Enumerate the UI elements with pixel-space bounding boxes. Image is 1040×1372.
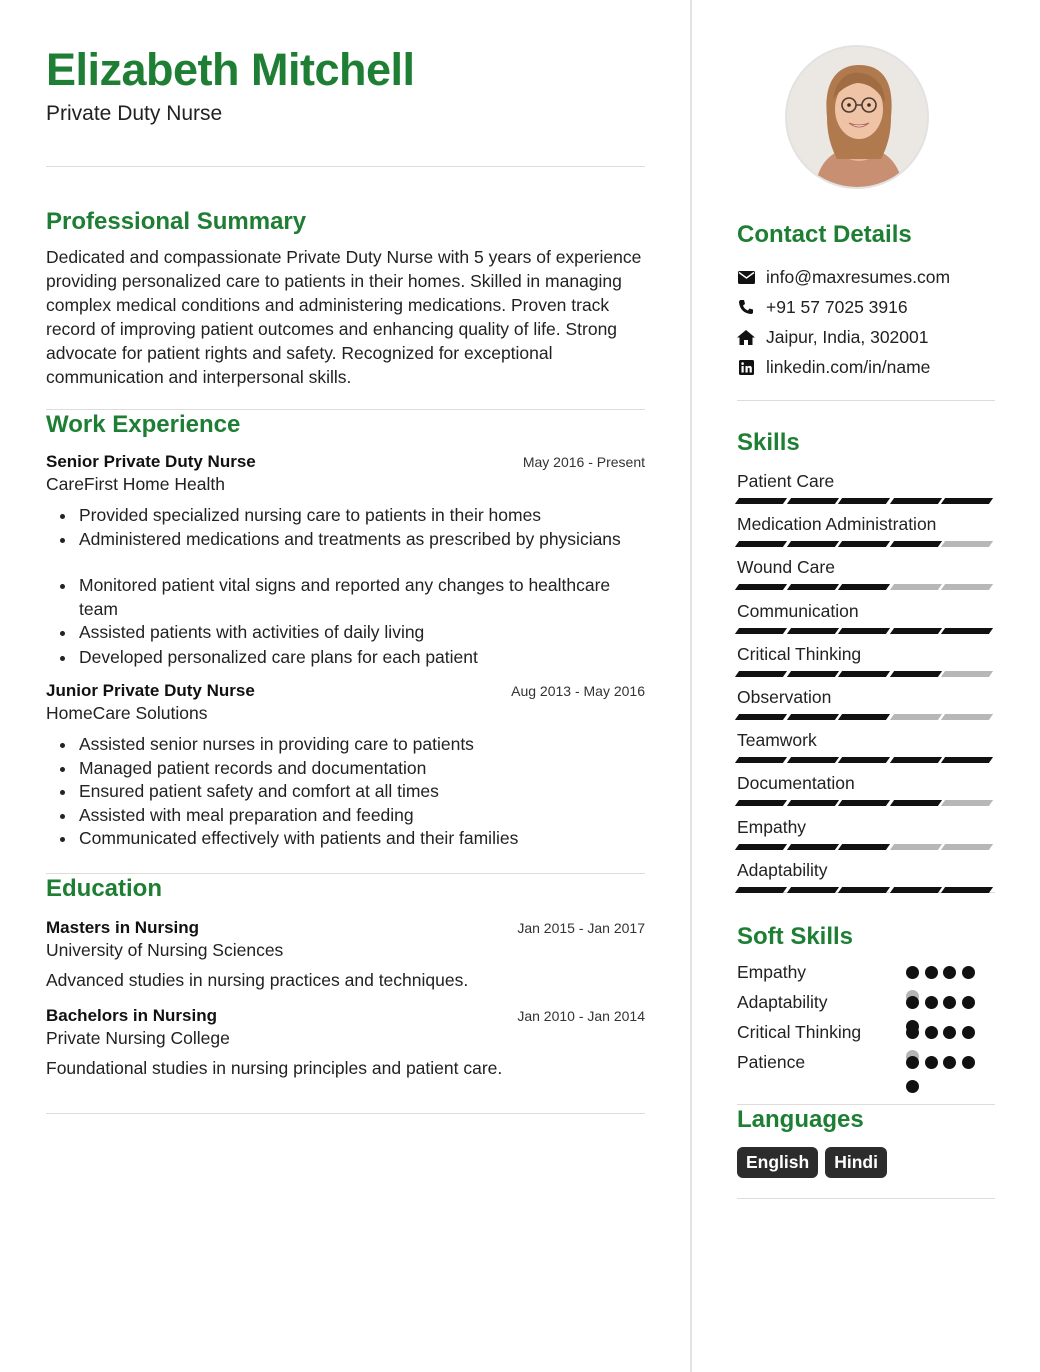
job-bullets (46, 733, 645, 851)
skill-level-segment (890, 541, 942, 547)
list-item: Assisted with meal preparation and feeding (46, 804, 645, 828)
skill-level-bars (737, 844, 995, 850)
skill-level-segment (941, 498, 993, 504)
languages-heading: Languages (737, 1106, 864, 1133)
rating-dot (925, 966, 938, 979)
soft-skill-item (737, 991, 995, 1021)
rating-dot (925, 1056, 938, 1069)
education-dates: Jan 2015 - Jan 2017 (517, 919, 645, 936)
rating-dot (925, 1026, 938, 1039)
rating-dot (906, 1080, 919, 1093)
soft-skill-name: Critical Thinking (737, 1022, 862, 1042)
skill-level-segment (941, 541, 993, 547)
skill-level-segment (838, 800, 890, 806)
rating-dot (943, 1056, 956, 1069)
language-tags (737, 1147, 995, 1178)
languages-section (737, 1105, 995, 1199)
skill-level-bars (737, 541, 995, 547)
skill-item (737, 643, 995, 686)
rating-dot (943, 966, 956, 979)
soft-skill-item (737, 1021, 995, 1051)
soft-skill-name: Empathy (737, 962, 807, 982)
job-company: CareFirst Home Health (46, 474, 225, 494)
contact-address (737, 322, 995, 352)
rating-dot (925, 996, 938, 1009)
education-dates: Jan 2010 - Jan 2014 (517, 1007, 645, 1024)
job-dates: May 2016 - Present (522, 454, 645, 470)
list-item: Monitored patient vital signs and reported any changes to healthcare team (46, 574, 645, 621)
skill-level-segment (890, 887, 942, 893)
list-item: Administered medications and treatments as prescribed by physicians (46, 528, 645, 552)
skill-level-segment (941, 671, 993, 677)
skill-name: Communication (737, 600, 859, 621)
list-item: Assisted patients with activities of daily living (46, 621, 645, 645)
skill-level-bars (737, 584, 995, 590)
skill-level-bars (737, 714, 995, 720)
skill-level-bars (737, 800, 995, 806)
skill-level-bars (737, 671, 995, 677)
skill-name: Medication Administration (737, 514, 937, 535)
skill-level-segment (941, 584, 993, 590)
skills-list (737, 470, 995, 902)
skill-level-segment (735, 628, 787, 634)
phone-icon (737, 298, 755, 316)
skill-level-segment (786, 541, 838, 547)
skill-level-bars (737, 628, 995, 634)
school: Private Nursing College (46, 1027, 230, 1048)
school: University of Nursing Sciences (46, 939, 284, 960)
education-entry (46, 1004, 645, 1080)
skill-level-segment (735, 498, 787, 504)
language-tag: Hindi (825, 1147, 887, 1178)
skill-item (737, 556, 995, 599)
work-experience-heading: Work Experience (46, 411, 241, 438)
contact-heading: Contact Details (737, 221, 912, 248)
skill-level-segment (786, 800, 838, 806)
education-section (46, 874, 645, 1080)
skill-level-segment (838, 757, 890, 763)
skill-level-segment (838, 714, 890, 720)
list-item: Ensured patient safety and comfort at all times (46, 780, 645, 804)
skill-name: Adaptability (737, 859, 828, 880)
rating-dot (943, 1026, 956, 1039)
skill-level-segment (838, 541, 890, 547)
contact-divider (737, 400, 995, 401)
skill-name: Wound Care (737, 557, 835, 578)
job-bullets (46, 504, 645, 669)
rating-dot (962, 1026, 975, 1039)
skill-level-segment (786, 844, 838, 850)
skill-level-bars (737, 887, 995, 893)
skill-name: Empathy (737, 816, 807, 837)
skill-item (737, 772, 995, 815)
skill-item (737, 686, 995, 729)
skill-level-segment (941, 628, 993, 634)
skill-level-segment (941, 887, 993, 893)
list-item: Managed patient records and documentation (46, 757, 645, 781)
contact-phone[interactable] (737, 292, 995, 322)
rating-dot (943, 996, 956, 1009)
soft-skills-section (737, 922, 995, 1081)
skill-level-segment (941, 844, 993, 850)
professional-summary-section (46, 207, 645, 389)
skill-name: Teamwork (737, 730, 817, 751)
skill-level-segment (786, 887, 838, 893)
languages-divider (737, 1198, 995, 1199)
education-entry (46, 916, 645, 992)
contact-linkedin[interactable] (737, 352, 995, 382)
summary-heading: Professional Summary (46, 208, 307, 235)
skill-level-segment (786, 671, 838, 677)
contact-section (737, 220, 995, 401)
list-item: Developed personalized care plans for each patient (46, 646, 645, 670)
main-column (46, 44, 645, 1114)
skill-level-segment (941, 714, 993, 720)
candidate-title: Private Duty Nurse (46, 102, 223, 125)
skill-level-segment (838, 584, 890, 590)
skill-item (737, 513, 995, 556)
list-item: Communicated effectively with patients and their families (46, 827, 645, 851)
skill-level-segment (786, 757, 838, 763)
envelope-icon (737, 268, 755, 286)
degree: Masters in Nursing (46, 917, 200, 937)
skill-level-segment (735, 887, 787, 893)
skills-heading: Skills (737, 429, 800, 456)
skills-section (737, 428, 995, 893)
column-divider (690, 0, 692, 1372)
skill-level-segment (735, 757, 787, 763)
soft-skills-list (737, 961, 995, 1081)
skill-level-segment (735, 671, 787, 677)
skill-name: Observation (737, 686, 832, 707)
skill-level-segment (786, 498, 838, 504)
work-experience-section (46, 410, 645, 851)
rating-dot (962, 1056, 975, 1069)
skill-level-segment (838, 498, 890, 504)
skill-level-segment (786, 584, 838, 590)
soft-skill-name: Patience (737, 1052, 806, 1072)
contact-linkedin-text: linkedin.com/in/name (766, 356, 931, 377)
skill-level-segment (890, 628, 942, 634)
soft-skills-heading: Soft Skills (737, 923, 854, 950)
skill-level-segment (890, 800, 942, 806)
skill-level-segment (941, 757, 993, 763)
candidate-name: Elizabeth Mitchell (46, 44, 415, 95)
rating-dot (906, 996, 919, 1009)
job-company: HomeCare Solutions (46, 703, 208, 723)
education-divider (46, 1113, 645, 1114)
skill-level-segment (890, 757, 942, 763)
skill-item (737, 816, 995, 859)
linkedin-icon (737, 358, 755, 376)
skill-level-segment (735, 800, 787, 806)
skill-item (737, 859, 995, 902)
list-item: Provided specialized nursing care to patients in their homes (46, 504, 645, 528)
rating-dot (906, 966, 919, 979)
education-heading: Education (46, 874, 163, 902)
soft-skill-item (737, 1051, 995, 1081)
skill-level-segment (735, 541, 787, 547)
skill-level-segment (735, 714, 787, 720)
rating-dot (906, 1026, 919, 1039)
skill-item (737, 470, 995, 513)
education-description: Foundational studies in nursing principles and patient care. (46, 1057, 503, 1078)
job-role: Senior Private Duty Nurse (46, 452, 256, 471)
education-description: Advanced studies in nursing practices and techniques. (46, 969, 469, 990)
skill-name: Documentation (737, 773, 855, 794)
rating-dot (962, 996, 975, 1009)
skill-name: Patient Care (737, 471, 835, 491)
soft-skill-name: Adaptability (737, 992, 828, 1012)
skill-level-bars (737, 498, 995, 504)
rating-dot (962, 966, 975, 979)
language-tag: English (737, 1147, 818, 1178)
skill-item (737, 600, 995, 643)
skill-level-segment (890, 671, 942, 677)
skill-level-segment (838, 844, 890, 850)
skill-name: Critical Thinking (737, 643, 862, 664)
skill-level-segment (838, 887, 890, 893)
skill-level-segment (838, 671, 890, 677)
contact-address-text: Jaipur, India, 302001 (766, 326, 929, 347)
summary-text: Dedicated and compassionate Private Duty Nurse with 5 years of experience providing personalized care to patients in their homes. Skilled in managing complex medical conditions and administering medications. Proven track record of improving patient outcomes and enhancing quality of life. Strong advocate for patient rights and safety. Recognized for exceptional communication and interpersonal skills. (46, 247, 642, 387)
skill-level-segment (890, 498, 942, 504)
contact-email-text: info@maxresumes.com (766, 266, 951, 287)
job-dates: Aug 2013 - May 2016 (511, 683, 645, 699)
skill-level-segment (890, 584, 942, 590)
contact-email[interactable] (737, 262, 995, 292)
skill-level-segment (735, 584, 787, 590)
skill-item (737, 729, 995, 772)
list-item: Assisted senior nurses in providing care to patients (46, 733, 645, 757)
skill-level-bars (737, 757, 995, 763)
skill-level-segment (786, 714, 838, 720)
home-icon (737, 328, 755, 346)
skill-level-segment (838, 628, 890, 634)
skill-level-segment (941, 800, 993, 806)
skill-level-segment (890, 714, 942, 720)
job-entry (46, 450, 645, 669)
header-divider (46, 166, 645, 167)
job-entry (46, 679, 645, 851)
contact-phone-text: +91 57 7025 3916 (766, 296, 908, 317)
degree: Bachelors in Nursing (46, 1005, 217, 1025)
skill-level-segment (786, 628, 838, 634)
profile-photo (785, 45, 929, 189)
job-role: Junior Private Duty Nurse (46, 681, 255, 700)
soft-skill-item (737, 961, 995, 991)
skill-level-segment (735, 844, 787, 850)
rating-dot (906, 1056, 919, 1069)
skill-level-segment (890, 844, 942, 850)
